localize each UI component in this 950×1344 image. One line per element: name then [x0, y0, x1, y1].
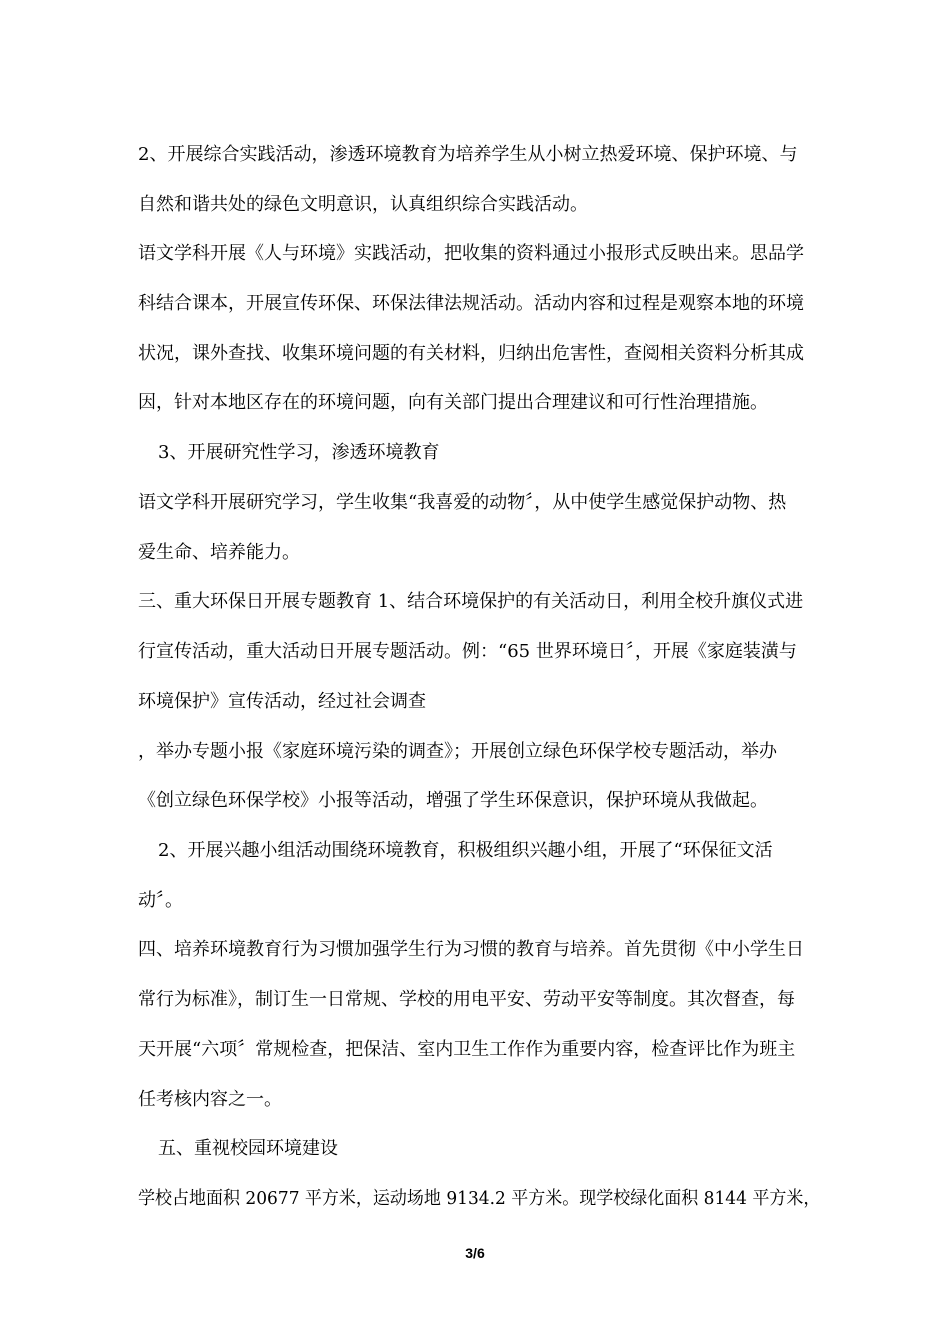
- paragraph-line: 《创立绿色环保学校》小报等活动，增强了学生环保意识，保护环境从我做起。: [138, 790, 768, 811]
- paragraph-line: 2、开展综合实践活动，渗透环境教育为培养学生从小树立热爱环境、保护环境、与: [138, 144, 798, 165]
- paragraph-line: 状况，课外查找、收集环境问题的有关材料，归纳出危害性，查阅相关资料分析其成: [138, 343, 804, 364]
- section-heading: 五、重视校园环境建设: [158, 1138, 338, 1159]
- paragraph-line: 语文学科开展研究学习，学生收集“我喜爱的动物〞，从中使学生感觉保护动物、热: [138, 492, 787, 513]
- paragraph-line: ，举办专题小报《家庭环境污染的调查》；开展创立绿色环保学校专题活动，举办: [138, 741, 777, 762]
- paragraph-line: 因，针对本地区存在的环境问题，向有关部门提出合理建议和可行性治理措施。: [138, 392, 768, 413]
- section-heading: 3、开展研究性学习，渗透环境教育: [158, 442, 440, 463]
- page-number: 3/6: [465, 1245, 485, 1261]
- paragraph-line: 学校占地面积 20677 平方米，运动场地 9134.2 平方米。现学校绿化面积 8144 平方米，: [138, 1188, 821, 1209]
- paragraph-line: 四、培养环境教育行为习惯加强学生行为习惯的教育与培养。首先贯彻《中小学生日: [138, 939, 804, 960]
- paragraph-line: 常行为标准》，制订生一日常规、学校的用电平安、劳动平安等制度。其次督查，每: [138, 989, 795, 1010]
- paragraph-line: 爱生命、培养能力。: [138, 542, 300, 563]
- paragraph-line: 三、重大环保日开展专题教育 1、结合环境保护的有关活动日，利用全校升旗仪式进: [138, 591, 804, 612]
- paragraph-line: 科结合课本，开展宣传环保、环保法律法规活动。活动内容和过程是观察本地的环境: [138, 293, 804, 314]
- paragraph-line: 动〞。: [138, 890, 183, 911]
- paragraph-line: 任考核内容之一。: [138, 1089, 282, 1110]
- paragraph-line: 自然和谐共处的绿色文明意识，认真组织综合实践活动。: [138, 194, 588, 215]
- paragraph-line: 语文学科开展《人与环境》实践活动，把收集的资料通过小报形式反映出来。思品学: [138, 243, 804, 264]
- paragraph-line: 行宣传活动，重大活动日开展专题活动。例：“65 世界环境日〞，开展《家庭装潢与: [138, 641, 797, 662]
- paragraph-line: 环境保护》宣传活动，经过社会调查: [138, 691, 426, 712]
- section-heading: 2、开展兴趣小组活动围绕环境教育，积极组织兴趣小组，开展了“环保征文活: [158, 840, 773, 861]
- paragraph-line: 天开展“六项〞常规检查，把保洁、室内卫生工作作为重要内容，检查评比作为班主: [138, 1039, 796, 1060]
